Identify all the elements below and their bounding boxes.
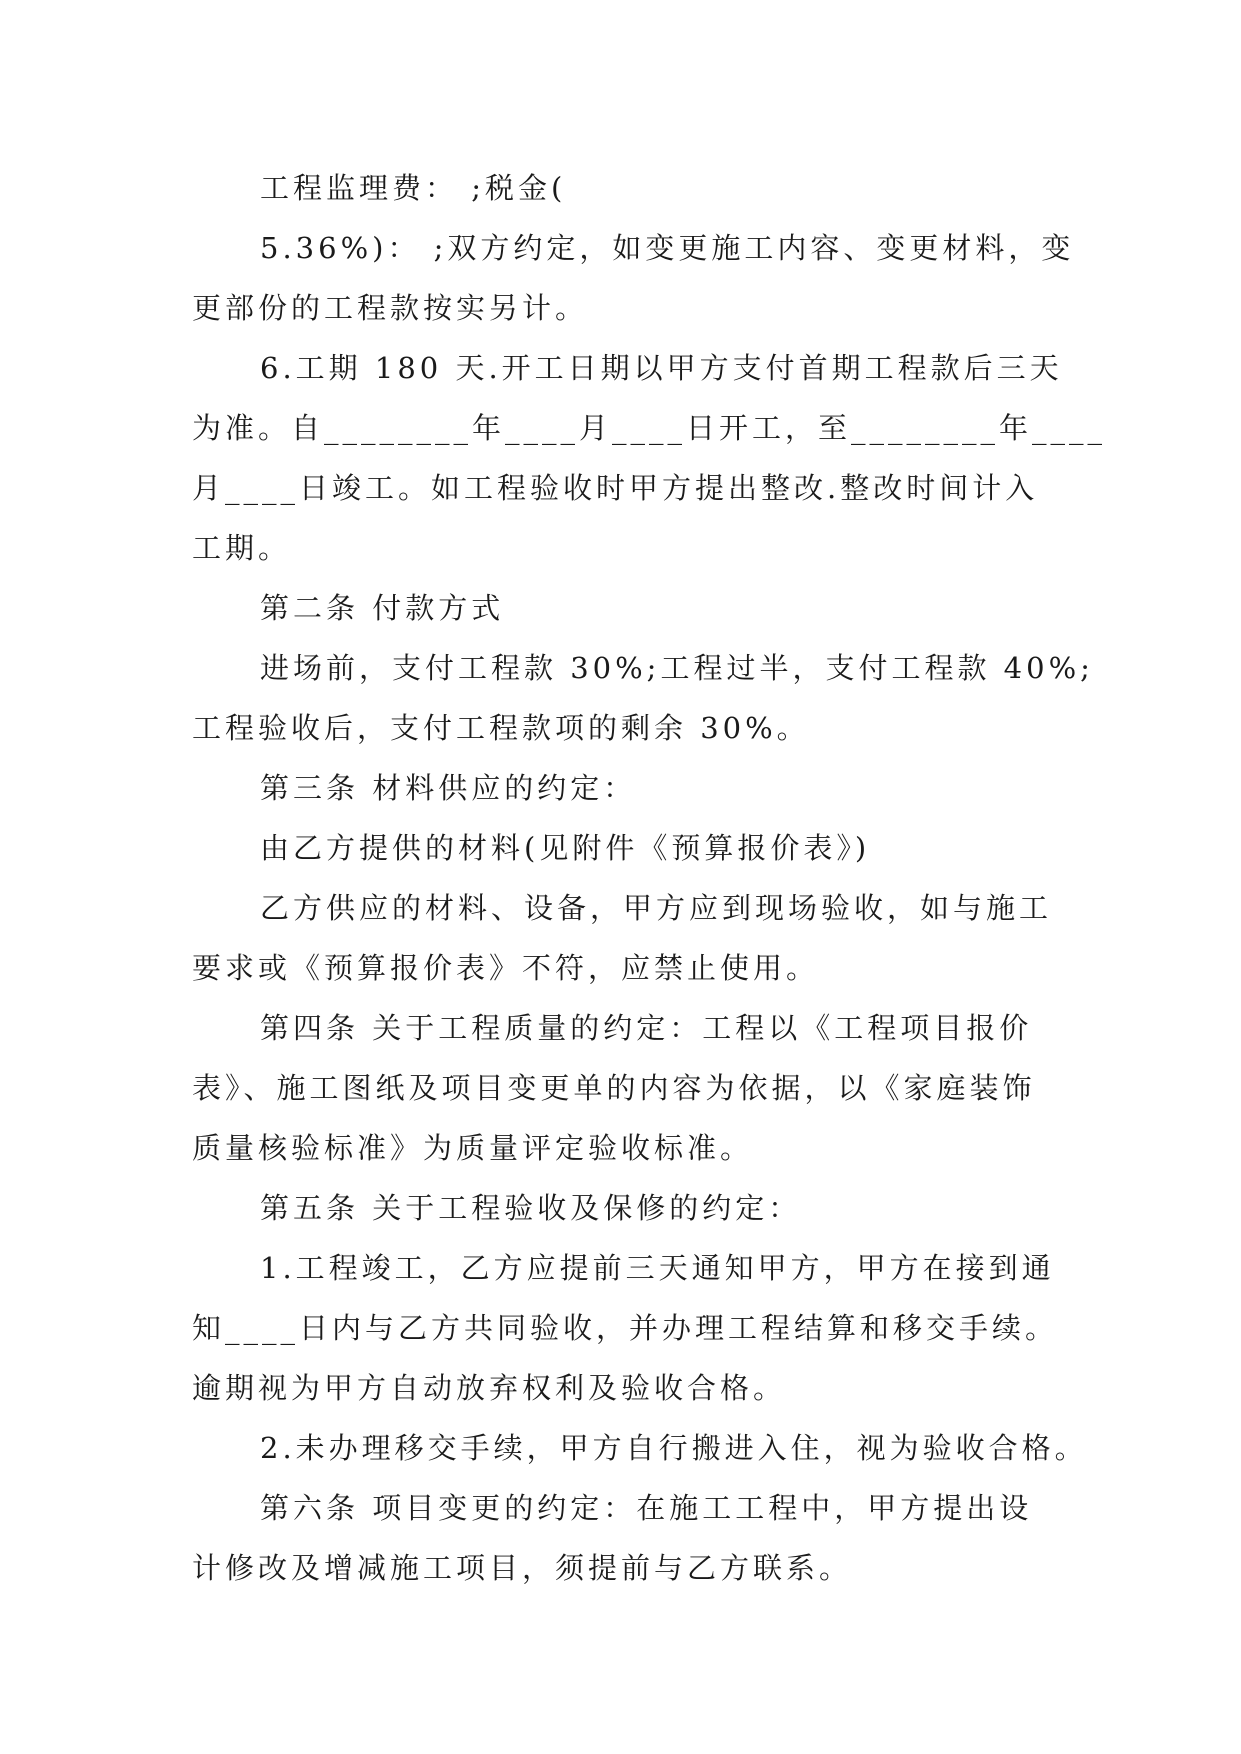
text-line: 知____日内与乙方共同验收，并办理工程结算和移交手续。 (192, 1311, 1059, 1345)
text-line: 质量核验标准》为质量评定验收标准。 (192, 1131, 754, 1165)
text-line: 2.未办理移交手续，甲方自行搬进入住，视为验收合格。 (260, 1431, 1088, 1465)
text-line: 6.工期 180 天.开工日期以甲方支付首期工程款后三天 (260, 351, 1063, 385)
text-line: 计修改及增减施工项目，须提前与乙方联系。 (192, 1551, 853, 1585)
text-line: 进场前，支付工程款 30%;工程过半，支付工程款 40%; (260, 651, 1094, 685)
section-heading: 第六条 项目变更的约定：在施工工程中，甲方提出设 (260, 1491, 1033, 1525)
text-line: 更部份的工程款按实另计。 (192, 291, 589, 325)
text-line: 由乙方提供的材料(见附件《预算报价表》) (260, 831, 871, 865)
section-heading: 第三条 材料供应的约定： (260, 771, 637, 805)
text-line: 为准。自________年____月____日开工，至________年____ (192, 411, 1107, 445)
text-line: 要求或《预算报价表》不符，应禁止使用。 (192, 951, 820, 985)
text-line: 乙方供应的材料、设备，甲方应到现场验收，如与施工 (260, 891, 1053, 925)
document-body (192, 158, 1107, 1598)
section-heading: 第二条 付款方式 (260, 591, 505, 625)
text-line: 月____日竣工。如工程验收时甲方提出整改.整改时间计入 (192, 471, 1039, 505)
text-line: 逾期视为甲方自动放弃权利及验收合格。 (192, 1371, 787, 1405)
section-heading: 第四条 关于工程质量的约定：工程以《工程项目报价 (260, 1011, 1033, 1045)
section-heading: 第五条 关于工程验收及保修的约定： (260, 1191, 802, 1225)
text-line: 表》、施工图纸及项目变更单的内容为依据，以《家庭装饰 (192, 1071, 1036, 1105)
text-line: 工期。 (192, 531, 292, 565)
text-line: 5.36%)： ;双方约定，如变更施工内容、变更材料，变 (260, 231, 1075, 265)
text-line: 工程验收后，支付工程款项的剩余 30%。 (192, 711, 810, 745)
text-line: 1.工程竣工，乙方应提前三天通知甲方，甲方在接到通 (260, 1251, 1055, 1285)
text-line: 工程监理费： ;税金( (260, 171, 567, 205)
